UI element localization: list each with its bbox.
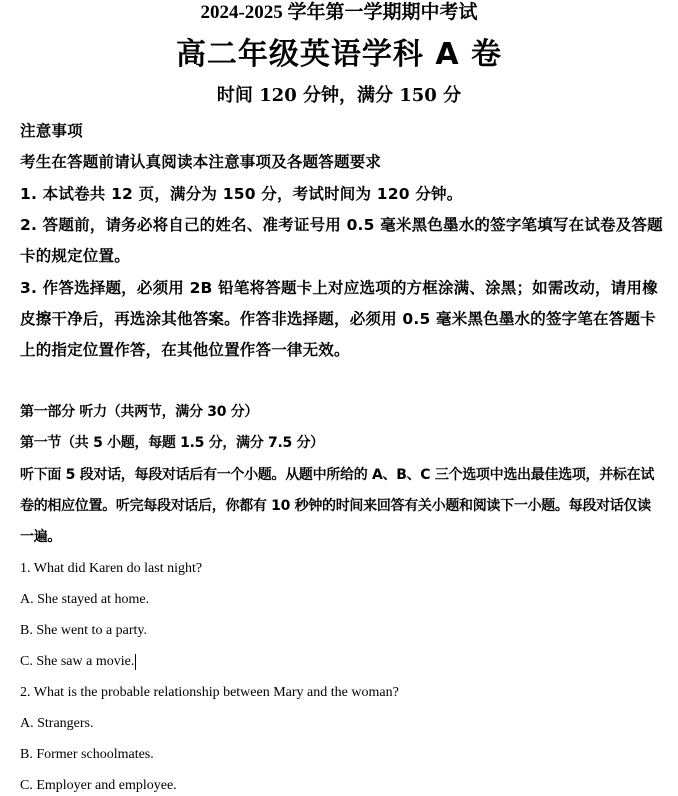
notice-line: 上的指定位置作答，在其他位置作答一律无效。 <box>20 341 350 359</box>
instructions-line: 卷的相应位置。听完每段对话后，你都有 10 秒钟的时间来回答有关小题和阅读下一小题。每段对话仅读 <box>20 498 651 514</box>
notice-line: 卡的规定位置。 <box>20 247 130 265</box>
time-score: 时间 120 分钟，满分 150 分 <box>216 85 462 106</box>
question-option: C. She saw a movie. <box>20 654 135 669</box>
question-option: A. Strangers. <box>20 716 94 731</box>
notice-intro: 考生在答题前请认真阅读本注意事项及各题答题要求 <box>20 153 382 171</box>
question-stem: 1. What did Karen do last night? <box>20 561 203 576</box>
notice-line: 3. 作答选择题，必须用 2B 铅笔将答题卡上对应选项的方框涂满、涂黑；如需改动，请用橡 <box>20 279 658 297</box>
exam-title: 高二年级英语学科 A 卷 <box>175 37 503 72</box>
question-option: C. Employer and employee. <box>20 778 177 793</box>
notice-heading: 注意事项 <box>20 122 83 140</box>
instructions-line: 一遍。 <box>20 529 62 545</box>
notice-line: 2. 答题前，请务必将自己的姓名、准考证号用 0.5 毫米黑色墨水的签字笔填写在试卷及答题 <box>20 216 663 234</box>
question-option: B. She went to a party. <box>20 623 148 638</box>
section1-heading: 第一节（共 5 小题，每题 1.5 分，满分 7.5 分） <box>20 435 324 451</box>
instructions-line: 听下面 5 段对话，每段对话后有一个小题。从题中所给的 A、B、C 三个选项中选出最佳选项，并标在试 <box>20 467 655 483</box>
question-option: B. Former schoolmates. <box>20 747 154 762</box>
notice-line: 皮擦干净后，再选涂其他答案。作答非选择题，必须用 0.5 毫米黑色墨水的签字笔在答题卡 <box>20 310 656 328</box>
question-option-with-cursor[interactable] <box>20 652 136 672</box>
notice-line: 1. 本试卷共 12 页，满分为 150 分，考试时间为 120 分钟。 <box>20 185 463 203</box>
part1-heading: 第一部分 听力（共两节，满分 30 分） <box>20 404 259 420</box>
question-stem: 2. What is the probable relationship between Mary and the woman? <box>20 685 399 700</box>
text-cursor <box>135 654 136 670</box>
exam-term: 2024-2025 学年第一学期期中考试 <box>200 2 478 23</box>
question-option: A. She stayed at home. <box>20 592 150 607</box>
